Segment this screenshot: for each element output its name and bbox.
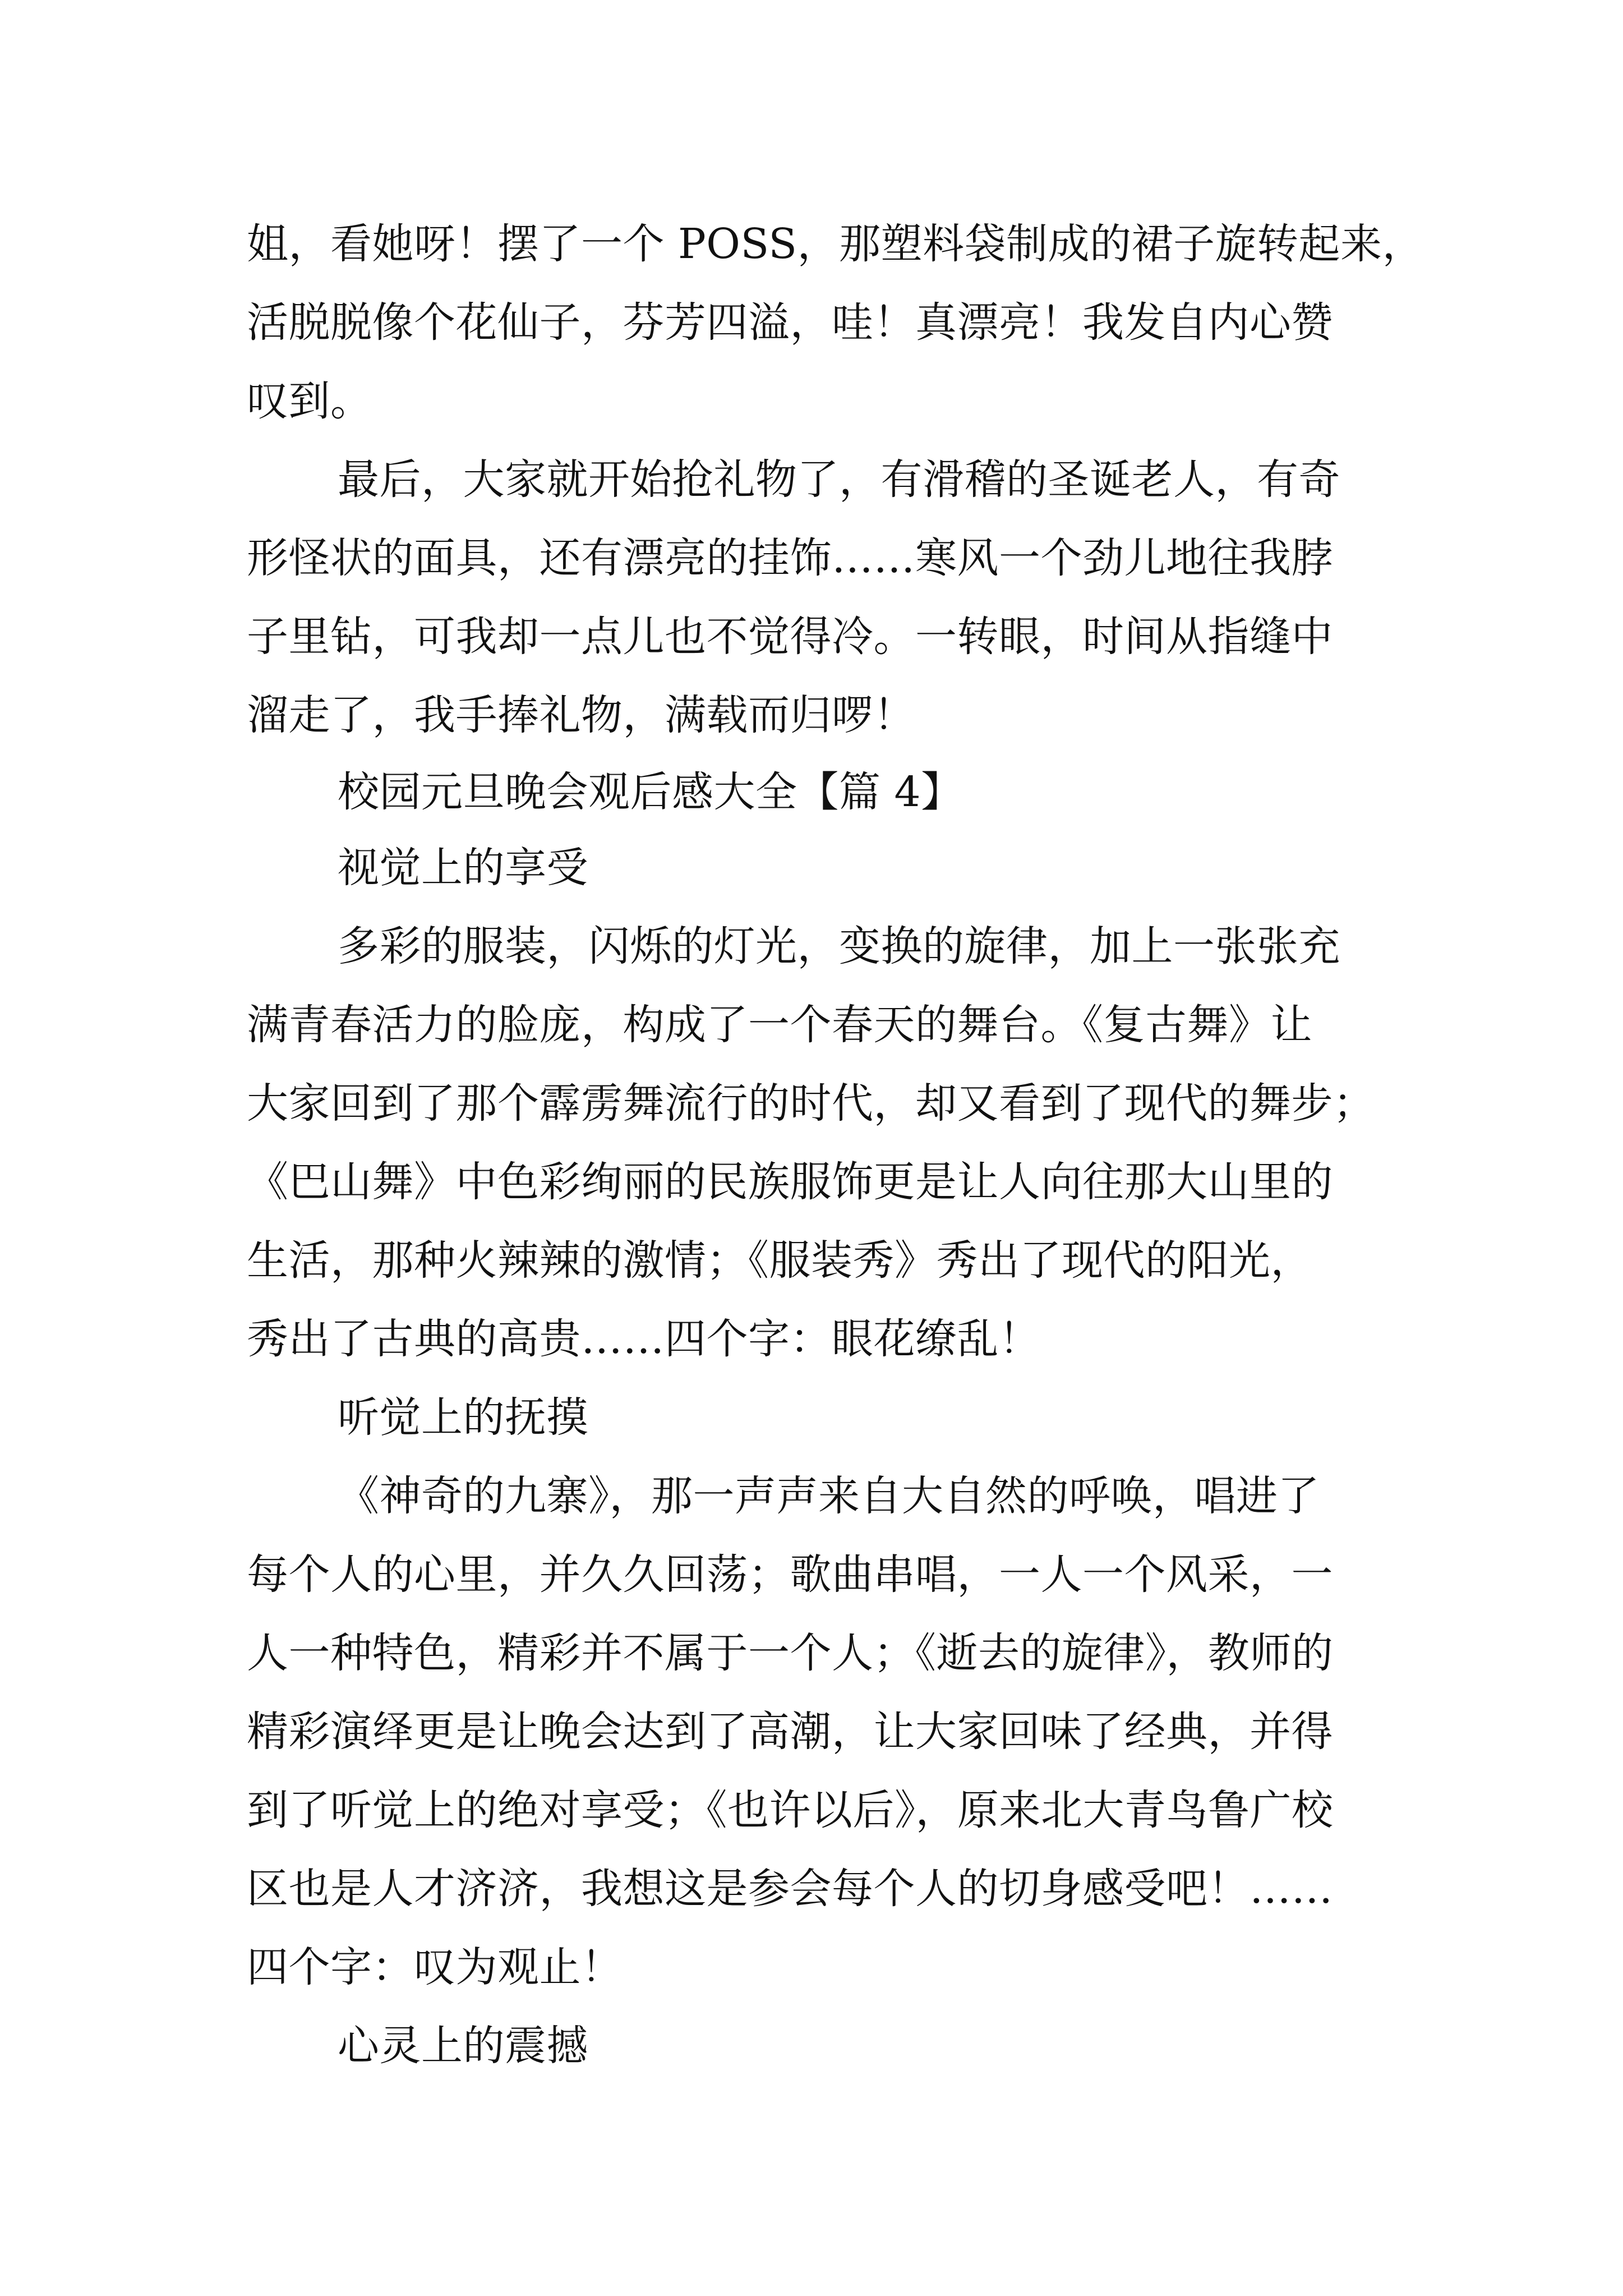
text-line: 溜走了，我手捧礼物，满载而归啰！ (247, 691, 915, 739)
text-line: 人一种特色，精彩并不属于一个人；《逝去的旋律》，教师的 (247, 1629, 1334, 1677)
paragraph-start-line: 多彩的服装，闪烁的灯光，变换的旋律，加上一张张充 (338, 922, 1340, 970)
text-line: 到了听觉上的绝对享受；《也许以后》，原来北大青鸟鲁广校 (247, 1786, 1334, 1834)
text-line: 《巴山舞》中色彩绚丽的民族服饰更是让人向往那大山里的 (247, 1158, 1333, 1206)
paragraph-start-line: 《神奇的九寨》，那一声声来自大自然的呼唤，唱进了 (338, 1472, 1320, 1520)
text-line: 姐，看她呀！摆了一个 POSS，那塑料袋制成的裙子旋转起来， (247, 220, 1424, 268)
text-line: 精彩演绎更是让晚会达到了高潮，让大家回味了经典，并得 (247, 1708, 1333, 1756)
paragraph-start-line: 最后，大家就开始抢礼物了，有滑稽的圣诞老人，有奇 (338, 455, 1340, 504)
text-line: 每个人的心里，并久久回荡；歌曲串唱，一人一个风采，一 (247, 1550, 1333, 1599)
text-line: 活脱脱像个花仙子，芬芳四溢，哇！真漂亮！我发自内心赞 (247, 298, 1333, 347)
text-line: 形怪状的面具，还有漂亮的挂饰……寒风一个劲儿地往我脖 (247, 534, 1333, 582)
text-line: 生活，那种火辣辣的激情；《服装秀》秀出了现代的阳光， (247, 1236, 1312, 1285)
text-line: 四个字：叹为观止！ (247, 1943, 623, 1991)
text-line: 满青春活力的脸庞，构成了一个春天的舞台。《复古舞》让 (247, 1001, 1312, 1049)
subheading: 听觉上的抚摸 (338, 1393, 588, 1442)
section-title: 校园元旦晚会观后感大全【篇 4】 (338, 768, 963, 816)
text-line: 叹到。 (247, 377, 372, 425)
subheading: 视觉上的享受 (338, 844, 588, 892)
text-line: 区也是人才济济，我想这是参会每个人的切身感受吧！…… (247, 1865, 1333, 1913)
text-line: 秀出了古典的高贵……四个字：眼花缭乱！ (247, 1315, 1041, 1363)
subheading: 心灵上的震撼 (338, 2022, 588, 2070)
text-line: 子里钻，可我却一点儿也不觉得冷。一转眼，时间从指缝中 (247, 613, 1333, 661)
text-line: 大家回到了那个霹雳舞流行的时代，却又看到了现代的舞步； (247, 1079, 1375, 1128)
